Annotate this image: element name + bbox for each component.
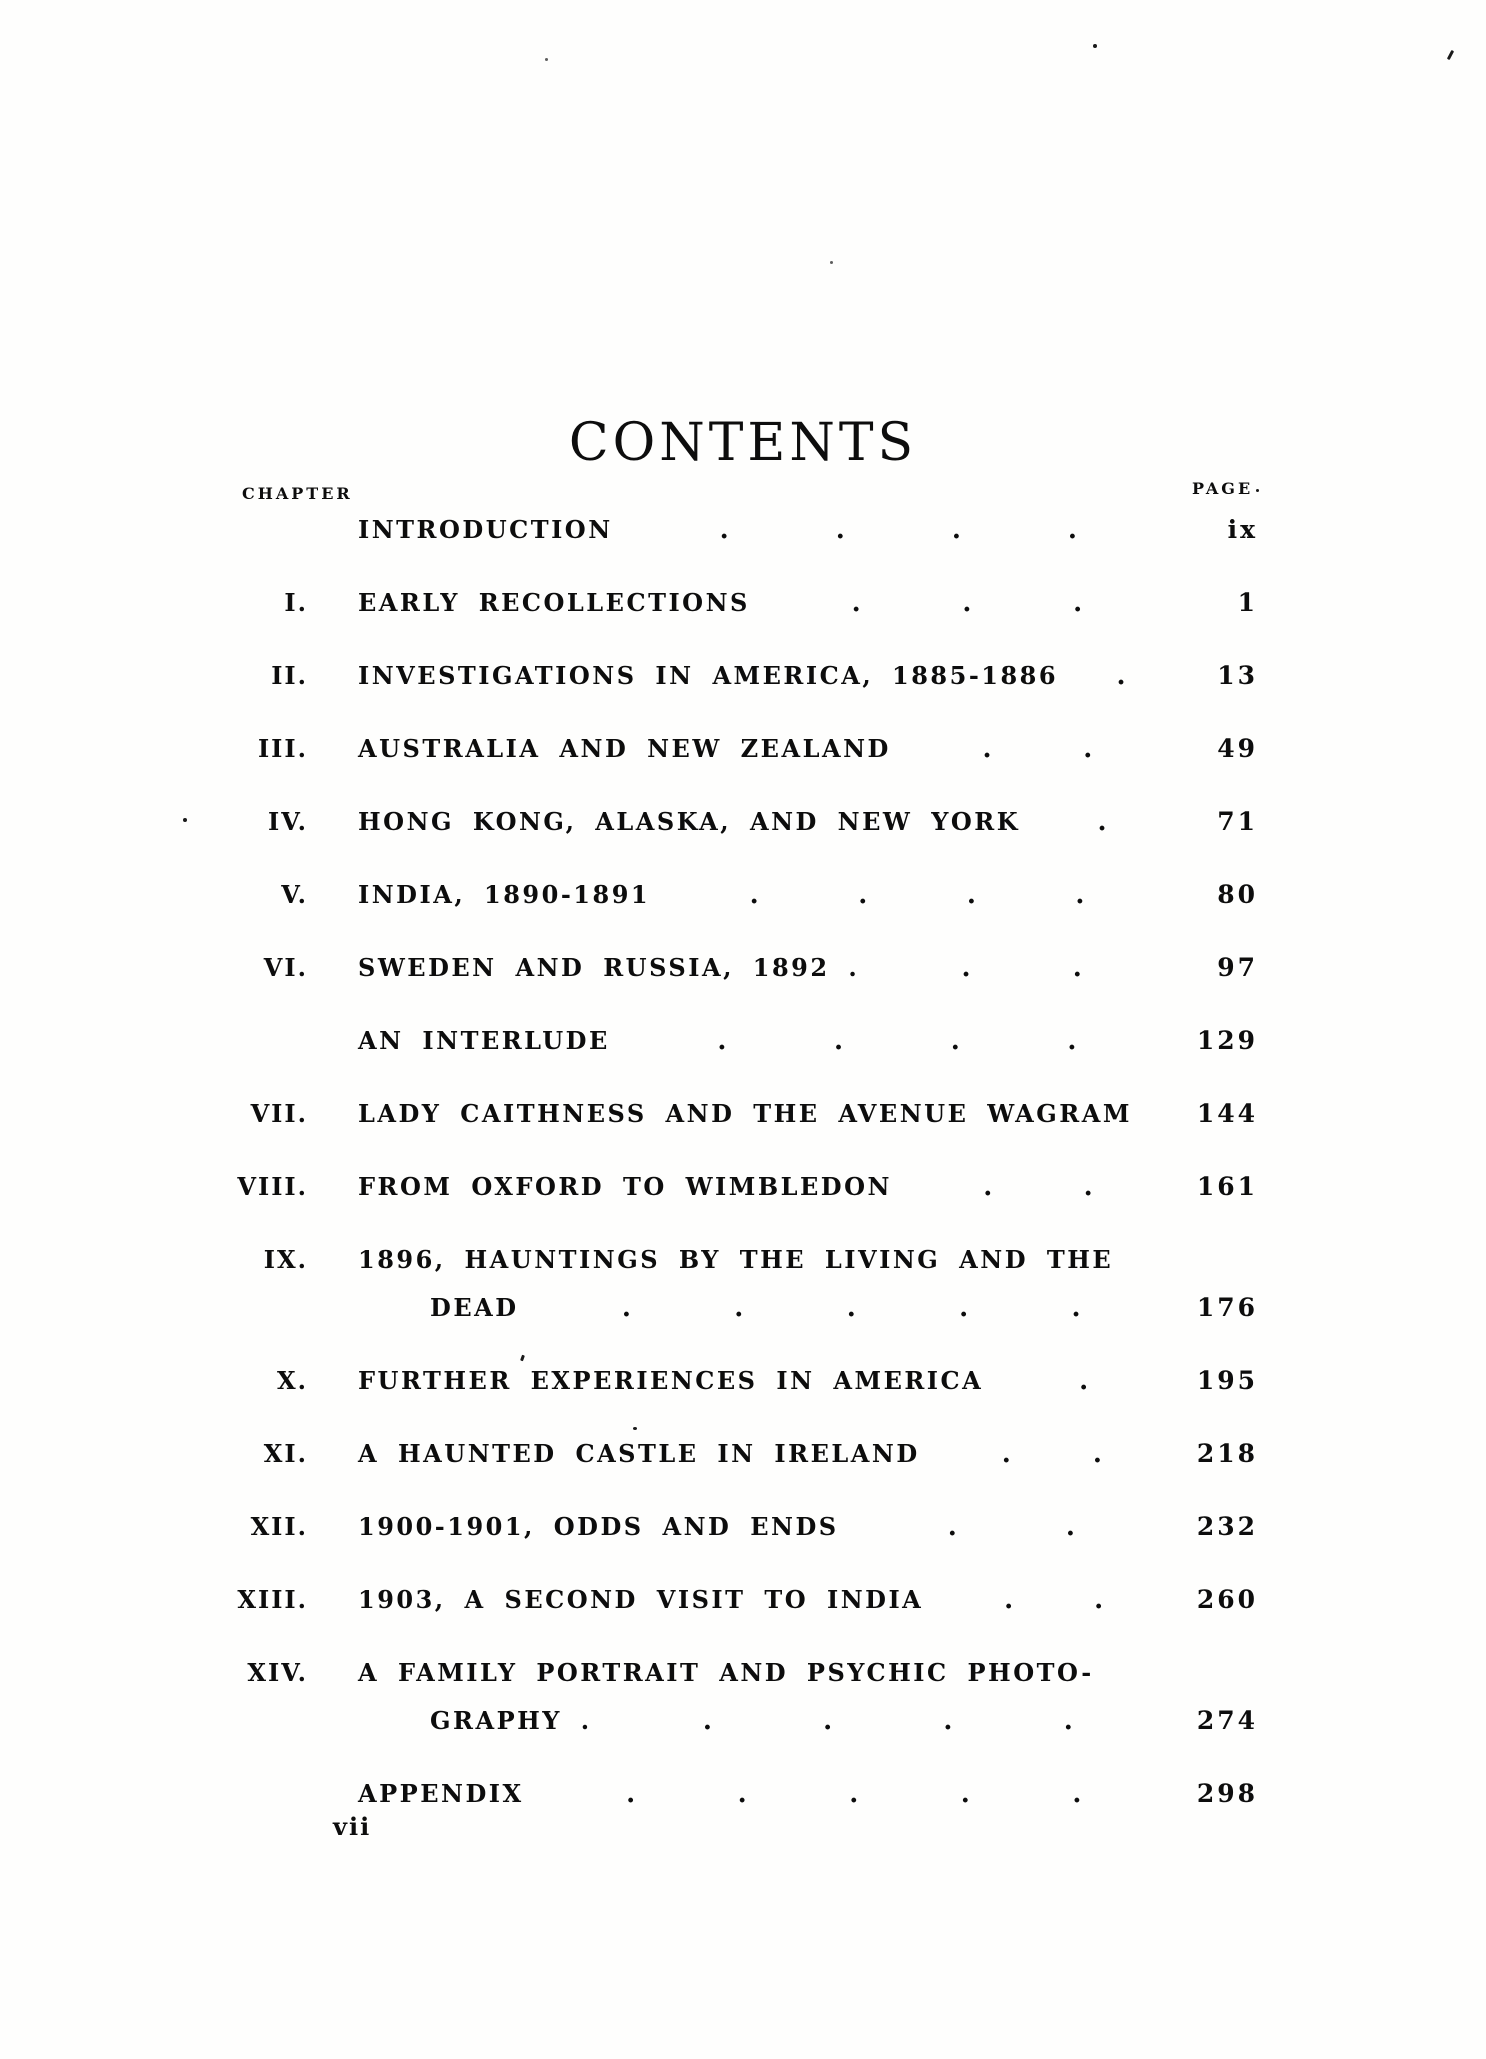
toc-entry: [0, 880, 1258, 914]
chapter-numeral: VI.: [263, 953, 308, 982]
toc-entry-line: [0, 807, 1258, 841]
toc-entry-line: [0, 953, 1258, 987]
toc-entry-line: [0, 515, 1258, 549]
page-number: 97: [1217, 953, 1258, 982]
chapter-numeral: XIII.: [237, 1585, 308, 1614]
scan-speck: [1093, 44, 1097, 48]
page-number: 49: [1217, 734, 1258, 763]
chapter-title: HONG KONG, ALASKA, AND NEW YORK: [358, 807, 1021, 836]
chapter-numeral: IX.: [263, 1245, 308, 1274]
leader-dots: [613, 517, 1184, 543]
toc-entry-line: [0, 1099, 1258, 1133]
leader-dot: .: [734, 1293, 744, 1323]
page-number: 232: [1196, 1512, 1258, 1541]
chapter-title: AN INTERLUDE: [358, 1026, 610, 1055]
chapter-numeral: X.: [277, 1366, 308, 1395]
page-number: 129: [1196, 1026, 1258, 1055]
leader-dot: .: [1083, 1172, 1093, 1202]
leader-dots: [1058, 663, 1184, 689]
scan-speck: [830, 261, 833, 264]
toc-entry: [0, 661, 1258, 695]
leader-dot: .: [962, 588, 972, 618]
leader-dot: .: [943, 1706, 953, 1736]
toc-entry-line: [0, 1439, 1258, 1473]
leader-dot: .: [749, 880, 759, 910]
toc-entry: [0, 515, 1258, 549]
toc-entry: [0, 953, 1258, 987]
leader-dot: .: [982, 734, 992, 764]
page-number: 195: [1196, 1366, 1258, 1395]
toc-entry-line: [0, 1026, 1258, 1060]
leader-dots: [923, 1587, 1184, 1613]
leader-dot: .: [626, 1779, 636, 1809]
page-number: 161: [1196, 1172, 1258, 1201]
toc-entry: [0, 734, 1258, 768]
scan-speck: [183, 818, 187, 822]
leader-dot: .: [961, 953, 971, 983]
toc-list: [0, 515, 1486, 1852]
page-number: 298: [1196, 1779, 1258, 1808]
page-number: 1: [1237, 588, 1258, 617]
scan-speck: [1447, 50, 1454, 60]
page-number: 274: [1196, 1706, 1258, 1735]
page-number: 71: [1217, 807, 1258, 836]
chapter-title: FURTHER EXPERIENCES IN AMERICA: [358, 1366, 984, 1395]
leader-dots: [891, 736, 1184, 762]
leader-dot: .: [1072, 953, 1082, 983]
leader-dot: .: [1067, 1026, 1077, 1056]
leader-dot: .: [719, 515, 729, 545]
chapter-title: APPENDIX: [358, 1779, 524, 1808]
leader-dot: .: [737, 1779, 747, 1809]
chapter-numeral: II.: [271, 661, 308, 690]
leader-dots: [839, 1514, 1184, 1540]
leader-dot: .: [960, 1779, 970, 1809]
leader-dot: .: [1116, 661, 1126, 691]
chapter-numeral: XIV.: [247, 1658, 308, 1687]
leader-dots: [1020, 809, 1184, 835]
toc-entry-line: [0, 1366, 1258, 1400]
leader-dots: [750, 590, 1184, 616]
leader-dot: .: [1079, 1366, 1089, 1396]
chapter-title: A FAMILY PORTRAIT AND PSYCHIC PHOTO-: [358, 1658, 1094, 1687]
toc-entry-line: [0, 1172, 1258, 1206]
leader-dot: .: [951, 515, 961, 545]
leader-dot: .: [1063, 1706, 1073, 1736]
toc-entry-line: [0, 1245, 1258, 1279]
leader-dot: .: [851, 588, 861, 618]
leader-dots: [524, 1781, 1184, 1807]
leader-dots: [859, 955, 1184, 981]
leader-dot: .: [1094, 1585, 1104, 1615]
toc-entry: [0, 1099, 1258, 1133]
toc-entry-line-continued: [0, 1293, 1258, 1327]
toc-entry: [0, 1658, 1258, 1740]
leader-dot: .: [1067, 515, 1077, 545]
toc-entry: [0, 1172, 1258, 1206]
toc-entry: [0, 1512, 1258, 1546]
chapter-title: 1896, HAUNTINGS BY THE LIVING AND THE: [358, 1245, 1114, 1274]
toc-entry: [0, 1245, 1258, 1327]
page-title: CONTENTS: [568, 412, 918, 473]
leader-dot: .: [835, 515, 845, 545]
chapter-numeral: I.: [284, 588, 308, 617]
leader-dot: .: [1092, 1439, 1102, 1469]
toc-entry: [0, 1779, 1258, 1813]
toc-entry: [0, 588, 1258, 622]
chapter-title-continued: DEAD: [430, 1293, 519, 1322]
chapter-title: INDIA, 1890-1891: [358, 880, 651, 909]
chapter-numeral: XI.: [263, 1439, 308, 1468]
leader-dot: .: [846, 1293, 856, 1323]
leader-dot: .: [1072, 1779, 1082, 1809]
chapter-title: 1900-1901, ODDS AND ENDS: [358, 1512, 839, 1541]
leader-dot: .: [858, 880, 868, 910]
leader-dots: [920, 1441, 1184, 1467]
leader-dots: [983, 1368, 1184, 1394]
page-number: 13: [1217, 661, 1258, 690]
leader-dot: .: [717, 1026, 727, 1056]
leader-dots: [592, 1708, 1184, 1734]
chapter-title: EARLY RECOLLECTIONS: [358, 588, 750, 617]
chapter-column-header: CHAPTER: [242, 484, 353, 503]
toc-entry: [0, 807, 1258, 841]
leader-dots: [519, 1295, 1184, 1321]
leader-dot: .: [1097, 807, 1107, 837]
leader-dot: .: [702, 1706, 712, 1736]
chapter-numeral: IV.: [267, 807, 308, 836]
leader-dot: .: [1083, 734, 1093, 764]
leader-dot: .: [1004, 1585, 1014, 1615]
chapter-title: A HAUNTED CASTLE IN IRELAND: [358, 1439, 920, 1468]
leader-dot: .: [959, 1293, 969, 1323]
chapter-title: LADY CAITHNESS AND THE AVENUE WAGRAM: [358, 1099, 1132, 1128]
leader-dot: .: [1065, 1512, 1075, 1542]
toc-entry-line: [0, 1658, 1258, 1692]
leader-dot: .: [849, 1779, 859, 1809]
toc-entry-line-continued: [0, 1706, 1258, 1740]
leader-dot: .: [983, 1172, 993, 1202]
chapter-numeral: V.: [281, 880, 308, 909]
leader-dot: .: [947, 1512, 957, 1542]
toc-entry-line: [0, 1779, 1258, 1813]
leader-dot: .: [823, 1706, 833, 1736]
toc-entry-line: [0, 880, 1258, 914]
toc-entry-line: [0, 1585, 1258, 1619]
toc-entry: [0, 1585, 1258, 1619]
chapter-numeral: III.: [257, 734, 308, 763]
leader-dot: .: [1073, 588, 1083, 618]
scan-speck: [545, 58, 548, 61]
leader-dot: .: [1075, 880, 1085, 910]
leader-dot: .: [1071, 1293, 1081, 1323]
page-number: 218: [1196, 1439, 1258, 1468]
leader-dots: [892, 1174, 1184, 1200]
toc-entry: [0, 1439, 1258, 1473]
page-number: 80: [1217, 880, 1258, 909]
page-number: 144: [1196, 1099, 1258, 1128]
chapter-title: INTRODUCTION: [358, 515, 613, 544]
leader-dots: [610, 1028, 1184, 1054]
page-column-header: PAGE: [1192, 479, 1254, 498]
page-number: 176: [1196, 1293, 1258, 1322]
leader-dot: .: [621, 1293, 631, 1323]
chapter-title: FROM OXFORD TO WIMBLEDON: [358, 1172, 892, 1201]
page-number: 260: [1196, 1585, 1258, 1614]
leader-dot: .: [966, 880, 976, 910]
toc-entry-line: [0, 1512, 1258, 1546]
chapter-title: AUSTRALIA AND NEW ZEALAND: [358, 734, 891, 763]
leader-dot: .: [1001, 1439, 1011, 1469]
toc-entry-line: [0, 734, 1258, 768]
toc-entry: [0, 1026, 1258, 1060]
scan-speck: [633, 1427, 637, 1430]
leader-dots: [650, 882, 1184, 908]
toc-entry: [0, 1366, 1258, 1400]
scan-speck: [1256, 489, 1259, 492]
chapter-title: 1903, A SECOND VISIT TO INDIA: [358, 1585, 924, 1614]
leader-dot: .: [950, 1026, 960, 1056]
chapter-numeral: VII.: [250, 1099, 308, 1128]
chapter-numeral: XII.: [250, 1512, 308, 1541]
page-number: ix: [1227, 515, 1258, 544]
leader-dot: .: [834, 1026, 844, 1056]
chapter-title: INVESTIGATIONS IN AMERICA, 1885-1886: [358, 661, 1059, 690]
folio-page-number: vii: [333, 1812, 372, 1841]
chapter-title: SWEDEN AND RUSSIA, 1892 .: [358, 953, 860, 982]
chapter-title-continued: GRAPHY .: [430, 1706, 592, 1735]
toc-entry-line: [0, 661, 1258, 695]
toc-entry-line: [0, 588, 1258, 622]
chapter-numeral: VIII.: [237, 1172, 308, 1201]
